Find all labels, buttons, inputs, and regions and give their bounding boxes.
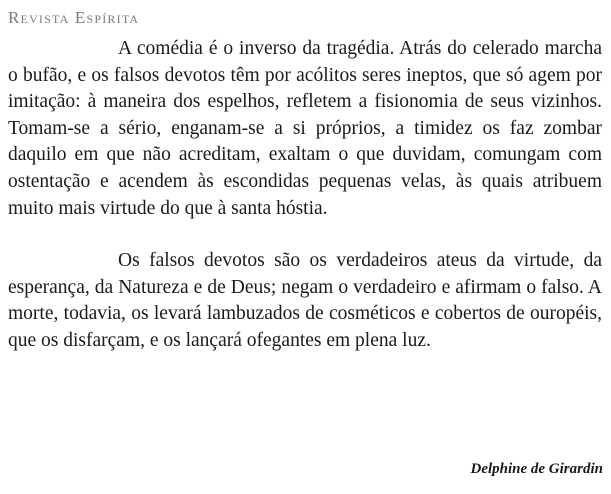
- running-head-title: Revista Espírita: [8, 8, 140, 27]
- body-paragraph-2: Os falsos devotos são os verdadeiros ateus da virtude, da esperança, da Natureza e de Deus; negam o verdadeiro e afirmam o falso. A morte, todavia, os levará lambuzados de cosméticos e cobertos de ouropéis, que os disfarçam, e os lançará ofegantes em plena luz.: [8, 250, 602, 351]
- body-paragraph-1: A comédia é o inverso da tragédia. Atrás do celerado marcha o bufão, e os falsos devotos têm por acólitos seres ineptos, que só agem por imitação: à maneira dos espelhos, refletem a fisionomia de seus vizinhos. Tomam-se a sério, enganam-se a si próprios, a timidez os faz zombar daquilo em que não acreditam, exaltam o que duvidam, comungam com ostentação e acendem às escondidas pequenas velas, às quais atribuem muito mais virtude do que à santa hóstia.: [8, 38, 602, 219]
- author-signature: Delphine de Girardin: [470, 461, 603, 477]
- article-body: [8, 36, 602, 355]
